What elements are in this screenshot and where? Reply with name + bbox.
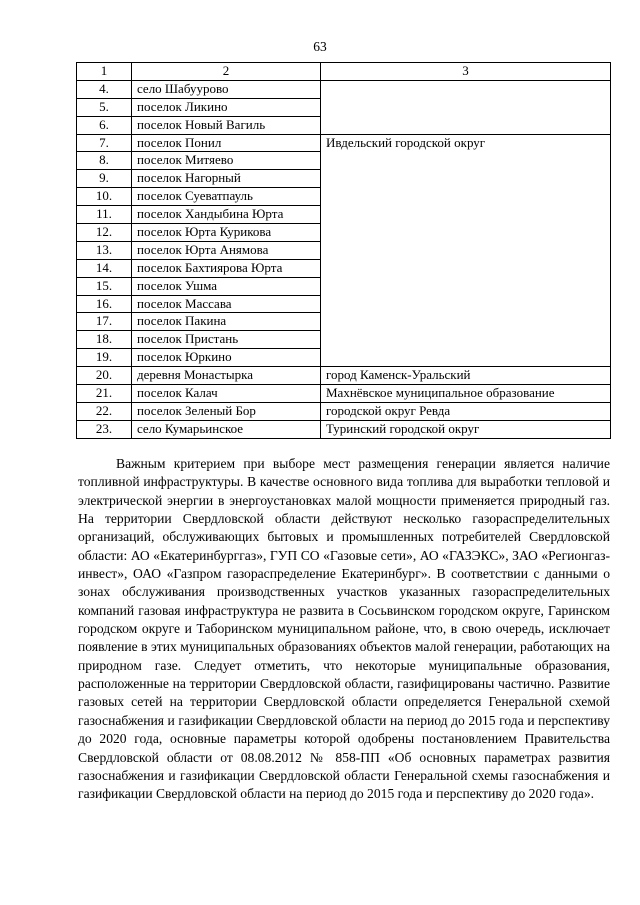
row-number: 17.: [77, 313, 132, 331]
settlement-name: поселок Юрта Курикова: [132, 224, 321, 242]
row-number: 16.: [77, 295, 132, 313]
settlement-name: поселок Зеленый Бор: [132, 402, 321, 420]
settlement-name: поселок Ликино: [132, 98, 321, 116]
district-cell-merged: Ивдельский городской округ: [321, 134, 611, 367]
row-number: 8.: [77, 152, 132, 170]
header-cell-2: 2: [132, 63, 321, 81]
district-cell: Туринский городской округ: [321, 420, 611, 438]
row-number: 20.: [77, 367, 132, 385]
row-number: 6.: [77, 116, 132, 134]
table-header-row: [77, 63, 611, 81]
row-number: 5.: [77, 98, 132, 116]
settlement-name: поселок Суеватпауль: [132, 188, 321, 206]
district-cell: город Каменск-Уральский: [321, 367, 611, 385]
table-row: [77, 80, 611, 98]
table-row: [77, 134, 611, 152]
table-row: [77, 385, 611, 403]
row-number: 15.: [77, 277, 132, 295]
settlement-name: село Кумарьинское: [132, 420, 321, 438]
settlement-name: поселок Калач: [132, 385, 321, 403]
settlement-name: поселок Пакина: [132, 313, 321, 331]
row-number: 13.: [77, 241, 132, 259]
page-number: 63: [313, 39, 327, 54]
settlement-name: поселок Пристань: [132, 331, 321, 349]
settlement-name: поселок Нагорный: [132, 170, 321, 188]
district-cell-empty: [321, 80, 611, 134]
row-number: 9.: [77, 170, 132, 188]
settlements-table: [76, 62, 611, 439]
header-cell-3: 3: [321, 63, 611, 81]
body-paragraph: [78, 455, 610, 804]
row-number: 22.: [77, 402, 132, 420]
settlement-name: поселок Массава: [132, 295, 321, 313]
row-number: 19.: [77, 349, 132, 367]
row-number: 23.: [77, 420, 132, 438]
settlement-name: поселок Новый Вагиль: [132, 116, 321, 134]
settlement-name: поселок Митяево: [132, 152, 321, 170]
settlement-name: деревня Монастырка: [132, 367, 321, 385]
header-cell-1: 1: [77, 63, 132, 81]
body-paragraph-text: Важным критерием при выборе мест размещения генерации является наличие топливной инфраструктуры. В качестве основного вида топлива для выработки тепловой и электрической энергии в энергоустановках малой мощности применяется природный газ. На территории Свердловской области действуют несколько газораспределительных организаций, обслуживающих бытовых и промышленных потребителей Свердловской области: АО «Екатеринбурггаз», ГУП СО «Газовые сети», АО «ГАЗЭКС», ЗАО «Регионгаз-инвест», ОАО «Газпром газораспределение Екатеринбург». В соответствии с данными о зонах обслуживания производственных участков указанных газораспределительных компаний газовая инфраструктура не развита в Сосьвинском городском округе, Гаринском городском округе и Таборинском муниципальном районе, что, в свою очередь, исключает появление в этих муниципальных образованиях объектов малой генерации, работающих на природном газе. Следует отметить, что некоторые муниципальные образования, расположенные на территории Свердловской области, газифицированы частично. Развитие газовых сетей на территории Свердловской области определяется Генеральной схемой газоснабжения и газификации Свердловской области на период до 2015 года и перспективу до 2020 года, основные параметры которой одобрены постановлением Правительства Свердловской области от 08.08.2012 № 858-ПП «Об основных параметрах развития газоснабжения и газификации Свердловской области Генеральной схемы газоснабжения и газификации Свердловской области на период до 2015 года и перспективу до 2020 года».: [78, 456, 610, 802]
row-number: 21.: [77, 385, 132, 403]
district-cell: Махнёвское муниципальное образование: [321, 385, 611, 403]
district-cell: городской округ Ревда: [321, 402, 611, 420]
settlement-name: село Шабуурово: [132, 80, 321, 98]
settlement-name: поселок Хандыбина Юрта: [132, 206, 321, 224]
row-number: 12.: [77, 224, 132, 242]
row-number: 10.: [77, 188, 132, 206]
settlement-name: поселок Юркино: [132, 349, 321, 367]
row-number: 11.: [77, 206, 132, 224]
settlement-name: поселок Ушма: [132, 277, 321, 295]
settlement-name: поселок Юрта Анямова: [132, 241, 321, 259]
row-number: 4.: [77, 80, 132, 98]
row-number: 14.: [77, 259, 132, 277]
table-row: [77, 402, 611, 420]
row-number: 18.: [77, 331, 132, 349]
table-row: [77, 420, 611, 438]
settlement-name: поселок Бахтиярова Юрта: [132, 259, 321, 277]
row-number: 7.: [77, 134, 132, 152]
table-row: [77, 367, 611, 385]
settlement-name: поселок Понил: [132, 134, 321, 152]
